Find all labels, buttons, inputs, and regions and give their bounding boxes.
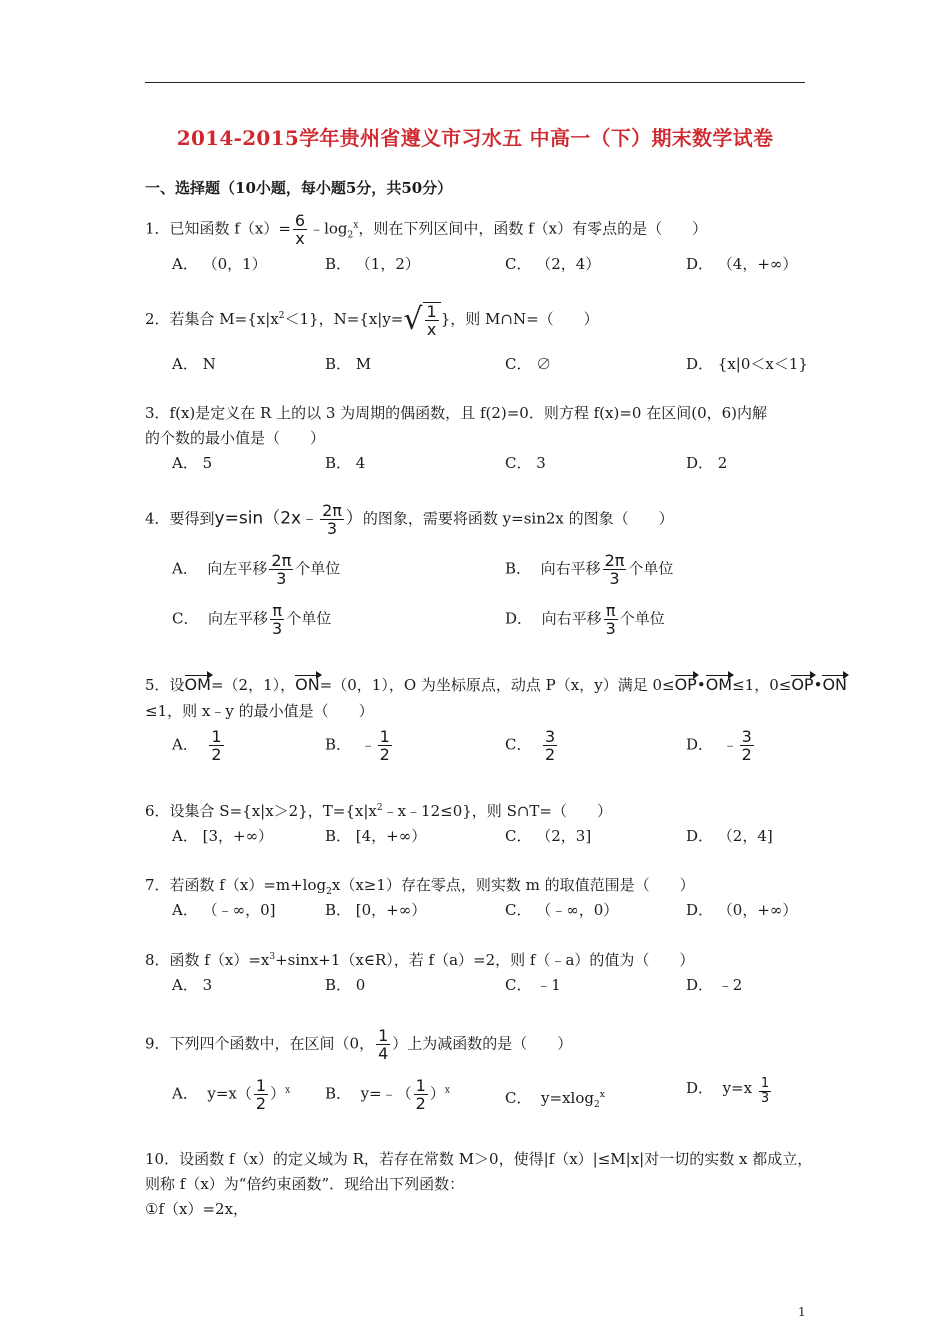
q2-sqrt: √ $\frac{1}{x}$: [403, 302, 440, 338]
q3-option-d: D． 2: [686, 454, 728, 472]
q4-option-a: A． 向左平移 $\frac{2\pi}{3}$ 个单位: [172, 551, 341, 588]
q4-option-c: C． 向左平移 $\frac{\pi}{3}$ 个单位: [172, 601, 332, 638]
question-5-line-2: ≤1，则 x﹣y 的最小值是（ ）: [145, 702, 374, 720]
q1-option-c: C． （2，4）: [505, 255, 601, 273]
question-7: 7．若函数 $f(x)=m+\log_2x(x\ge 1)$存在零点，则实数 m 的取值范围是（ ）: [145, 876, 695, 897]
header-rule: [145, 82, 805, 83]
q7-option-b: B． [0，+∞）: [325, 901, 427, 919]
q7-option-a: A． （﹣∞，0]: [172, 901, 276, 919]
q7-option-d: D． （0，+∞）: [686, 901, 798, 919]
q2-option-c: C． ∅: [505, 355, 552, 373]
question-2: 2．若集合 $M=\{x|x^2<1\}$，N={x|y= √ $\frac{1}{x}$ }，则 M∩N=（ ）: [145, 302, 599, 339]
q2-option-d: D． {x|0＜x＜1}: [686, 355, 808, 373]
q5-option-d: D． ﹣ $\frac{3}{2}$: [686, 727, 752, 764]
question-9: 9．下列四个函数中，在区间（0， $\frac{1}{4}$ ）上为减函数的是（ ）: [145, 1026, 573, 1063]
q9-option-d: D． y=x $\frac{1}{3}$: [686, 1076, 770, 1106]
q5-option-a: A． $\frac{1}{2}$: [172, 727, 222, 764]
question-4: 4．要得到y=sin（2x﹣ $\frac{2\pi}{3}$ ）的图象，需要将函数 y=sin2x 的图象（ ）: [145, 501, 674, 538]
q6-option-d: D． （2，4]: [686, 827, 773, 845]
q5-option-c: C． $\frac{3}{2}$: [505, 727, 556, 764]
question-10-line-2: 则称 f（x）为“倍约束函数”．现给出下列函数：: [145, 1175, 465, 1193]
q9-option-c: C． y=xlog$_2^x$: [505, 1089, 605, 1110]
q1-option-b: B． （1，2）: [325, 255, 420, 273]
section-heading: 一、选择题（10小题，每小题5分，共50分）: [145, 179, 453, 197]
q2-option-b: B． M: [325, 355, 372, 373]
q4-option-b: B． 向右平移 $\frac{2\pi}{3}$ 个单位: [505, 551, 674, 588]
q6-option-a: A． [3，+∞）: [172, 827, 274, 845]
q8-option-d: D． ﹣2: [686, 976, 743, 994]
q7-option-c: C． （﹣∞，0）: [505, 901, 619, 919]
question-5-line-1: 5．设OM=（2，1），ON=（0，1），O 为坐标原点，动点 P（x，y）满足 0≤OP•OM≤1，0≤OP•ON: [145, 675, 847, 694]
q8-option-b: B． 0: [325, 976, 366, 994]
q6-option-b: B． [4，+∞）: [325, 827, 427, 845]
page-title: 2014-2015学年贵州省遵义市习水五 中高一（下）期末数学试卷: [176, 126, 774, 150]
page-number: 1: [798, 1305, 806, 1319]
q9-option-b: B． y=﹣（ $\frac{1}{2}$ ）$^x$: [325, 1076, 450, 1113]
q3-option-a: A． 5: [172, 454, 213, 472]
question-6: 6．设集合 S={x|x＞2}，$T=\{x|x^2﹣x﹣12\le 0\}$，则 S∩T=（ ）: [145, 802, 612, 820]
q8-option-c: C． ﹣1: [505, 976, 561, 994]
q8-option-a: A． 3: [172, 976, 213, 994]
q2-option-a: A． N: [172, 355, 216, 373]
q1-prefix: 1．已知函数 f（x）=: [145, 219, 291, 238]
q3-option-b: B． 4: [325, 454, 366, 472]
q1-fraction: $\frac{6}{x}$: [294, 211, 306, 248]
q1-option-a: A． （0，1）: [172, 255, 267, 273]
q1-option-d: D． （4，+∞）: [686, 255, 798, 273]
question-1: 1．已知函数 f（x）= $\frac{6}{x}$ $﹣\log_2^x$，则在下列区间中，函数 f（x）有零点的是（ ）: [145, 211, 708, 248]
q9-option-a: A． y=x（ $\frac{1}{2}$ ）$^x$: [172, 1076, 291, 1113]
question-10-line-3: ①f（x）=2x，: [145, 1200, 249, 1218]
q6-option-c: C． （2，3]: [505, 827, 592, 845]
question-8: 8．函数 $f(x)=x^3+\sin x+1(x\in R)$，若 f（a）=2，则 f（﹣a）的值为（ ）: [145, 951, 695, 969]
q4-option-d: D． 向右平移 $\frac{\pi}{3}$ 个单位: [505, 601, 665, 638]
q3-option-c: C． 3: [505, 454, 546, 472]
question-3-line-2: 的个数的最小值是（ ）: [145, 429, 326, 447]
question-3-line-1: 3．f(x)是定义在 R 上的以 3 为周期的偶函数，且 f(2)=0．则方程 f(x)=0 在区间(0，6)内解: [145, 404, 768, 422]
question-10-line-1: 10．设函数 f（x）的定义域为 R，若存在常数 M＞0，使得|f（x）|≤M|x|对一切的实数 x 都成立，: [145, 1150, 813, 1168]
q5-option-b: B． ﹣ $\frac{1}{2}$: [325, 727, 390, 764]
